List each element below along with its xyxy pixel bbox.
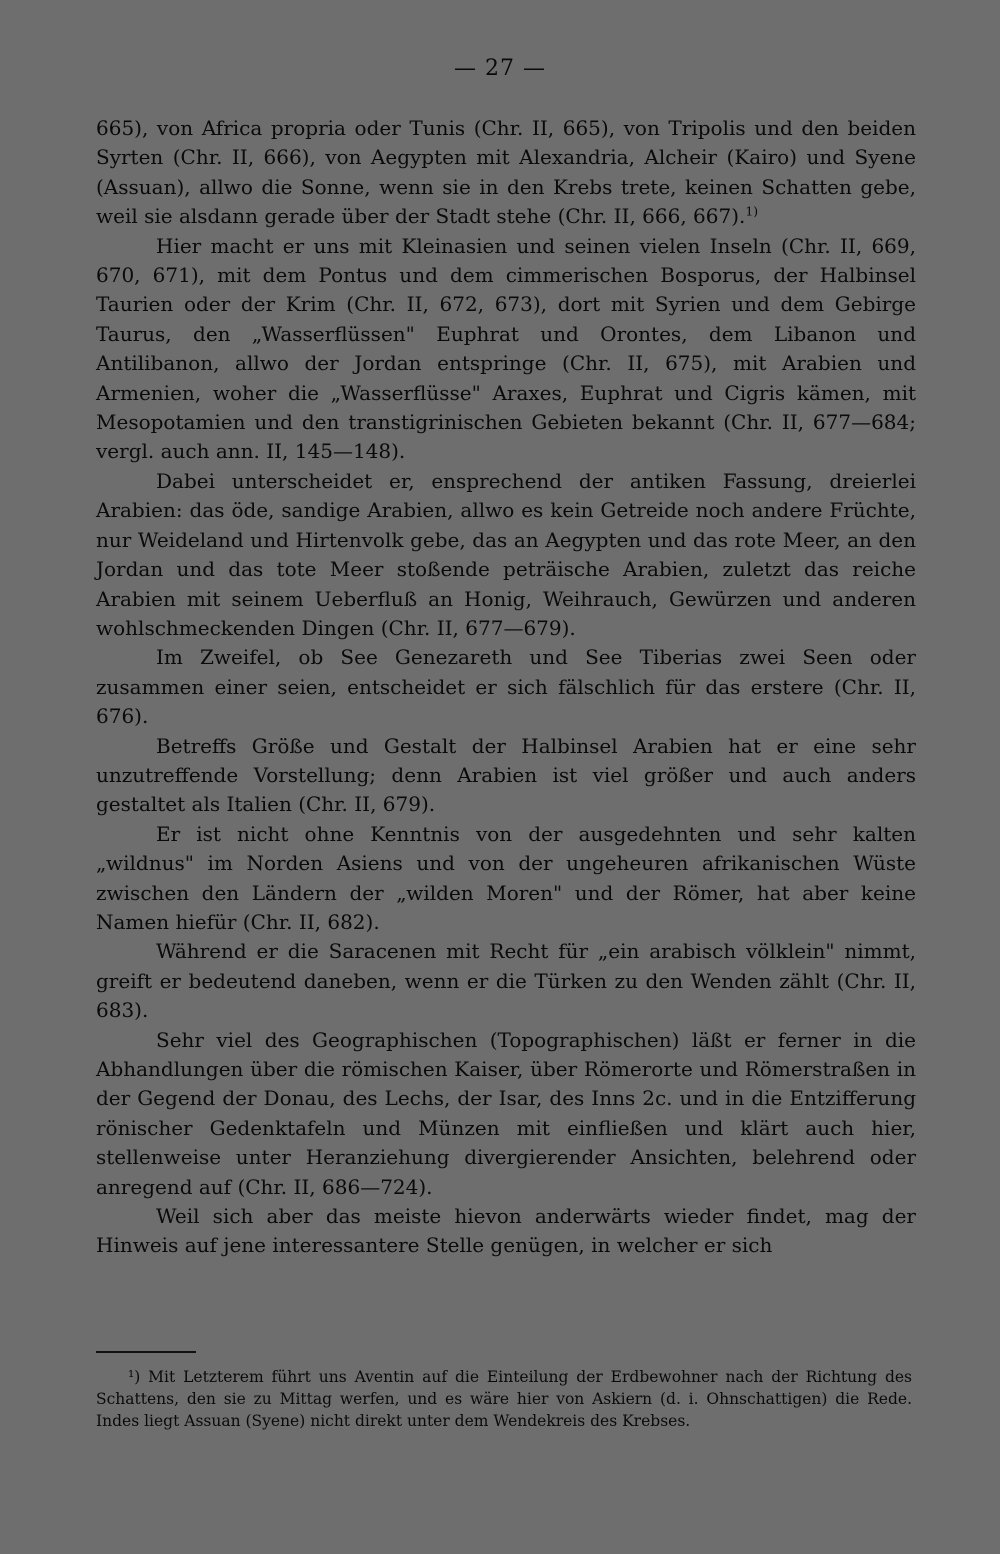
footnote-reference: 1) [745,203,759,219]
paragraph-3: Dabei unterscheidet er, ensprechend der antiken Fassung, dreierlei Arabien: das öde, sandige Arabien, allwo es kein Getreide noch andere Früchte, nur Weideland und Hirtenvolk gebe, das an Aegypten und das rote Meer, an den Jordan und das tote Meer stoßende peträische Arabien, zuletzt das reiche Arabien mit seinem Ueberfluß an Honig, Weihrauch, Gewürzen und anderen wohlschmeckenden Dingen (Chr. II, 677—679). [96,468,916,640]
footnote-text: Mit Letzterem führt uns Aventin auf die Einteilung der Erdbewohner nach der Richtung des Schattens, den sie zu Mittag werfen, und es wäre hier von Askiern (d. i. Ohnschattigen) die Rede. Indes liegt Assuan (Syene) nicht direkt unter dem Wendekreis des Krebses. [96,1368,912,1430]
paragraph-9: Weil sich aber das meiste hievon anderwärts wieder findet, mag der Hinweis auf jene interessantere Stelle genügen, in welcher er sich [96,1204,916,1258]
footnote-1 [96,1366,912,1432]
page-number: — 27 — [454,56,546,81]
footnotes [96,1366,912,1432]
paragraph-2: Hier macht er uns mit Kleinasien und seinen vielen Inseln (Chr. II, 669, 670, 671), mit dem Pontus und dem cimmerischen Bosporus, der Halbinsel Taurien oder der Krim (Chr. II, 672, 673), dort mit Syrien und dem Gebirge Taurus, den „Wasserflüssen" Euphrat und Orontes, dem Libanon und Antilibanon, allwo der Jordan entspringe (Chr. II, 675), mit Arabien und Armenien, woher die „Wasserflüsse" Araxes, Euphrat und Cigris kämen, mit Mesopotamien und den transtigrinischen Gebieten bekannt (Chr. II, 677—684; vergl. auch ann. II, 145—148). [96,233,916,464]
footnote-divider [96,1351,196,1353]
paragraph-6: Er ist nicht ohne Kenntnis von der ausgedehnten und sehr kalten „wildnus" im Norden Asiens und von der ungeheuren afrikanischen Wüste zwischen den Ländern der „wilden Moren" und der Römer, hat aber keine Namen hiefür (Chr. II, 682). [96,821,916,934]
footnote-marker: ¹) [128,1368,141,1386]
body-text [96,114,916,1261]
paragraph-5: Betreffs Größe und Gestalt der Halbinsel Arabien hat er eine sehr unzutreffende Vorstellung; denn Arabien ist viel größer und auch anders gestaltet als Italien (Chr. II, 679). [96,733,916,817]
paragraph-7: Während er die Saracenen mit Recht für „ein arabisch völklein" nimmt, greift er bedeutend daneben, wenn er die Türken zu den Wenden zählt (Chr. II, 683). [96,939,916,1023]
paragraph-1 [96,114,916,232]
paragraph-8: Sehr viel des Geographischen (Topographischen) läßt er ferner in die Abhandlungen über die römischen Kaiser, über Römerorte und Römerstraßen in der Gegend der Donau, des Lechs, der Isar, des Inns 2c. und in die Entzifferung rönischer Gedenktafeln und Münzen mit einfließen und klärt auch hier, stellenweise unter Heranziehung divergierender Ansichten, belehrend oder anregend auf (Chr. II, 686—724). [96,1027,916,1199]
paragraph-4: Im Zweifel, ob See Genezareth und See Tiberias zwei Seen oder zusammen einer seien, entscheidet er sich fälschlich für das erstere (Chr. II, 676). [96,645,916,729]
paragraph-1-text: 665), von Africa propria oder Tunis (Chr. II, 665), von Tripolis und den beiden Syrten (Chr. II, 666), von Aegypten mit Alexandria, Alcheir (Kairo) und Syene (Assuan), allwo die Sonne, wenn sie in den Krebs trete, keinen Schatten gebe, weil sie alsdann gerade über der Stadt stehe (Chr. II, 666, 667). [96,116,916,229]
